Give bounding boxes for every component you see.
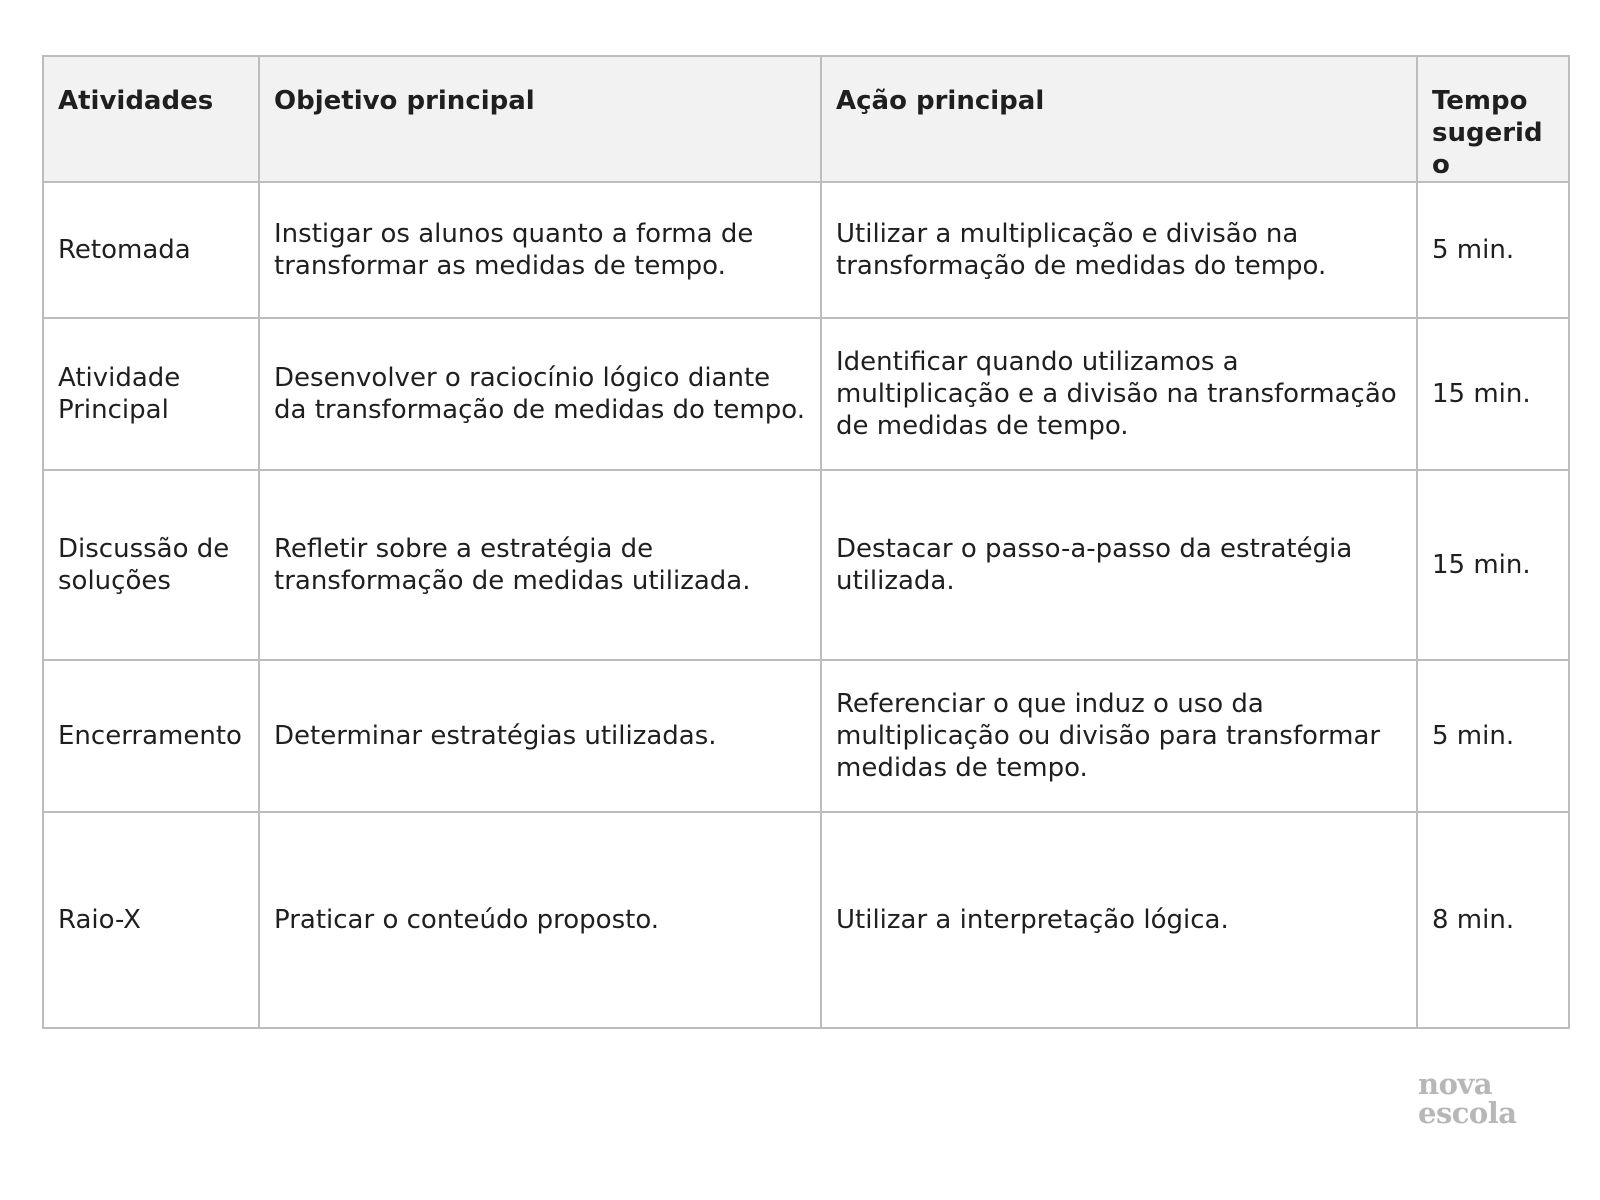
logo-line-1: nova <box>1418 1067 1493 1101</box>
header-atividades: Atividades <box>43 56 259 182</box>
table-row <box>43 812 1569 1028</box>
cell-acao: Referenciar o que induz o uso da multiplicação ou divisão para transformar medidas de tempo. <box>821 660 1417 812</box>
header-tempo-sugerido: Tempo sugerido <box>1417 56 1569 182</box>
cell-atividade: Discussão de soluções <box>43 470 259 660</box>
header-objetivo-principal: Objetivo principal <box>259 56 821 182</box>
cell-atividade: Atividade Principal <box>43 318 259 470</box>
table-row <box>43 182 1569 318</box>
cell-atividade: Retomada <box>43 182 259 318</box>
cell-tempo: 15 min. <box>1417 318 1569 470</box>
cell-acao: Destacar o passo-a-passo da estratégia utilizada. <box>821 470 1417 660</box>
table-body <box>43 182 1569 1028</box>
cell-objetivo: Instigar os alunos quanto a forma de transformar as medidas de tempo. <box>259 182 821 318</box>
cell-tempo: 5 min. <box>1417 182 1569 318</box>
table-row <box>43 318 1569 470</box>
table-row <box>43 470 1569 660</box>
cell-objetivo: Desenvolver o raciocínio lógico diante da transformação de medidas do tempo. <box>259 318 821 470</box>
cell-tempo: 5 min. <box>1417 660 1569 812</box>
cell-atividade: Encerramento <box>43 660 259 812</box>
lesson-plan-table <box>42 55 1570 1029</box>
cell-objetivo: Refletir sobre a estratégia de transformação de medidas utilizada. <box>259 470 821 660</box>
cell-tempo: 8 min. <box>1417 812 1569 1028</box>
logo-line-2: escola <box>1418 1096 1517 1130</box>
header-acao-principal: Ação principal <box>821 56 1417 182</box>
cell-acao: Utilizar a multiplicação e divisão na transformação de medidas do tempo. <box>821 182 1417 318</box>
cell-objetivo: Praticar o conteúdo proposto. <box>259 812 821 1028</box>
cell-acao: Utilizar a interpretação lógica. <box>821 812 1417 1028</box>
cell-objetivo: Determinar estratégias utilizadas. <box>259 660 821 812</box>
table-header <box>43 56 1569 182</box>
cell-tempo: 15 min. <box>1417 470 1569 660</box>
cell-acao: Identificar quando utilizamos a multiplicação e a divisão na transformação de medidas de tempo. <box>821 318 1417 470</box>
table-row <box>43 660 1569 812</box>
nova-escola-logo <box>1418 1067 1517 1130</box>
cell-atividade: Raio-X <box>43 812 259 1028</box>
header-row <box>43 56 1569 182</box>
